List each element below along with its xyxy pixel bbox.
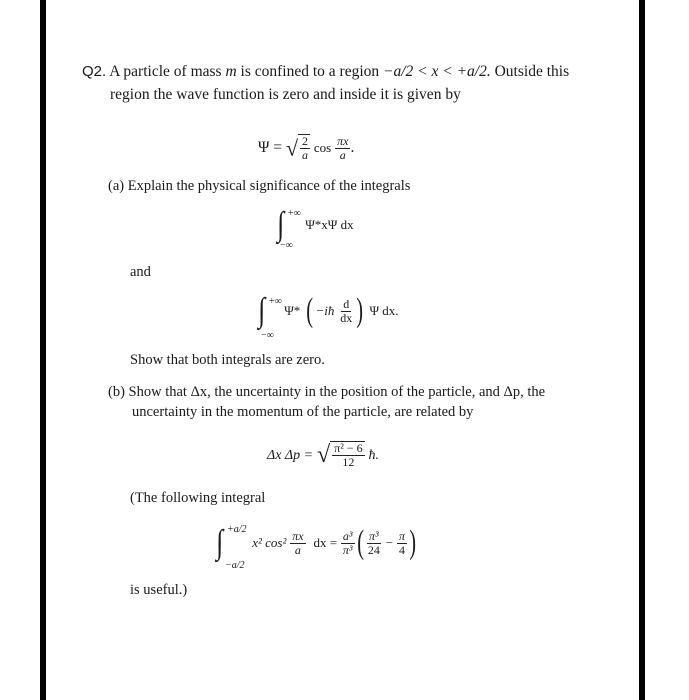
integral-1-lower: −∞ bbox=[280, 240, 293, 251]
part-a-text: Explain the physical significance of the integrals bbox=[127, 178, 411, 194]
part-b-line-2: uncertainty in the momentum of the particle, are related by bbox=[132, 404, 474, 420]
wavefunction-end: . bbox=[350, 139, 355, 157]
uncertainty-relation: Δx Δp = √ $\frac{\text{π² − 6}}{12}$ ħ. bbox=[267, 441, 379, 469]
right-border-bar bbox=[639, 0, 645, 700]
integral-3: ∫ +a/2 −a/2 x² cos² $\frac{\pi x}{a}$ dx = $\frac{\text{a³}}{\text{π³}}$ ( $\frac{\text{π³}}{24}$ − $\frac{\pi}{4}$ ) bbox=[216, 524, 417, 571]
question-text-c: Outside this bbox=[494, 63, 570, 80]
part-b-text-1: Show that Δx, the uncertainty in the position of the particle, and Δp, the bbox=[128, 384, 546, 400]
integral-3-upper: +a/2 bbox=[227, 524, 247, 535]
part-a-label: (a) bbox=[108, 178, 125, 194]
integral-1-upper: +∞ bbox=[288, 208, 301, 219]
question-line-2: region the wave function is zero and inside it is given by bbox=[110, 86, 461, 103]
integral-1 bbox=[276, 206, 354, 251]
part-b-line-1 bbox=[108, 384, 545, 401]
integral-2-lower: −∞ bbox=[261, 330, 274, 341]
term-2-denominator: 4 bbox=[398, 542, 405, 557]
derivative-denominator: dx bbox=[340, 310, 353, 325]
integral-3-lower: −a/2 bbox=[225, 560, 245, 571]
question-text-a: A particle of mass bbox=[109, 63, 222, 80]
minus-sign: − bbox=[385, 535, 394, 550]
term-1-numerator: π³ bbox=[369, 528, 379, 543]
integral-2-tail: Ψ dx. bbox=[369, 303, 399, 318]
cos-arg-denominator: a bbox=[339, 148, 346, 162]
wavefunction-lhs: Ψ = bbox=[258, 139, 283, 157]
question-line-1 bbox=[82, 63, 569, 81]
left-border-bar bbox=[40, 0, 46, 700]
integral-sign: ∫ bbox=[258, 292, 266, 329]
and-text: and bbox=[130, 264, 151, 280]
integral-sign: ∫ bbox=[216, 524, 224, 561]
sqrt-denominator: a bbox=[302, 148, 309, 162]
region-inequality: −a/2 < x < +a/2. bbox=[383, 63, 491, 80]
part-b-label: (b) bbox=[108, 384, 125, 400]
integral-3-arg-numerator: πx bbox=[292, 528, 304, 543]
part-a-show: Show that both integrals are zero. bbox=[130, 352, 325, 368]
integral-3-dx: dx = bbox=[313, 535, 338, 550]
coef-denominator: π³ bbox=[342, 542, 353, 557]
term-1-denominator: 24 bbox=[367, 542, 380, 557]
term-2-numerator: π bbox=[398, 528, 405, 543]
relation-hbar: ħ. bbox=[368, 448, 379, 464]
part-a-heading bbox=[108, 178, 410, 195]
derivative-numerator: d bbox=[343, 296, 350, 311]
question-text-b: is confined to a region bbox=[240, 63, 380, 80]
is-useful-text: is useful.) bbox=[130, 582, 188, 598]
following-integral-text: (The following integral bbox=[130, 490, 266, 506]
relation-denominator: 12 bbox=[342, 455, 355, 469]
cos-arg-numerator: πx bbox=[337, 134, 349, 148]
integral-3-arg-denominator: a bbox=[294, 542, 301, 557]
integral-2-upper: +∞ bbox=[269, 296, 282, 307]
mass-variable: m bbox=[225, 63, 237, 80]
question-number: Q2. bbox=[82, 63, 107, 80]
integral-1-body: Ψ*xΨ dx bbox=[305, 217, 354, 232]
integral-2-conjugate: Ψ* bbox=[284, 303, 301, 318]
relation-numerator: π² − 6 bbox=[334, 441, 363, 455]
momentum-operator: −iħ bbox=[315, 303, 335, 318]
integral-sign: ∫ bbox=[277, 206, 285, 243]
relation-lhs: Δx Δp = bbox=[267, 448, 314, 464]
integral-3-body: x² cos² bbox=[252, 535, 287, 550]
integral-2: ∫ +∞ −∞ Ψ* ( −iħ $\frac{d}{dx}$ ) Ψ dx. bbox=[258, 292, 399, 341]
cos-function: cos bbox=[313, 140, 332, 156]
sqrt-numerator: 2 bbox=[302, 134, 309, 148]
wavefunction-equation: Ψ = √ $\frac{2}{a}$ cos $\frac{\pi x}{a}$ . bbox=[258, 134, 355, 162]
coef-numerator: a³ bbox=[342, 528, 353, 543]
